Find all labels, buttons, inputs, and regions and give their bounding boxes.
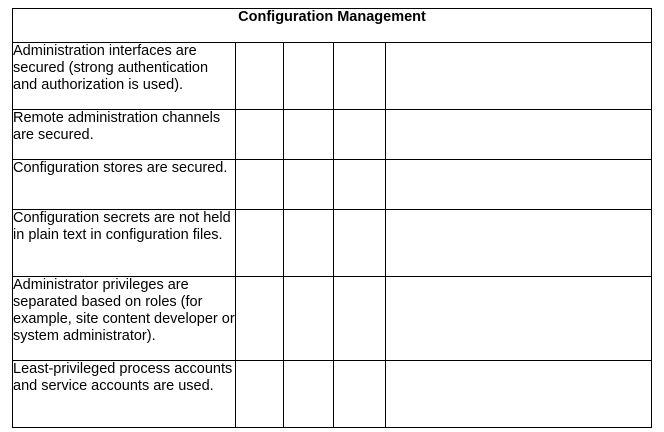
checklist-item-text: Least-privileged process accounts and service accounts are used. bbox=[13, 361, 236, 428]
comments-cell bbox=[386, 277, 652, 361]
check-cell-2 bbox=[284, 210, 334, 277]
table-row bbox=[13, 361, 652, 428]
comments-cell bbox=[386, 160, 652, 210]
check-cell-1 bbox=[236, 210, 284, 277]
comments-cell bbox=[386, 361, 652, 428]
checklist-item-text: Administration interfaces are secured (strong authentication and authorization is used). bbox=[13, 43, 236, 110]
check-cell-1 bbox=[236, 110, 284, 160]
checklist-item-text: Administrator privileges are separated based on roles (for example, site content developer or system administrator). bbox=[13, 277, 236, 361]
check-cell-2 bbox=[284, 160, 334, 210]
checklist-item-text: Remote administration channels are secured. bbox=[13, 110, 236, 160]
comments-cell bbox=[386, 110, 652, 160]
check-cell-1 bbox=[236, 361, 284, 428]
check-cell-3 bbox=[334, 43, 386, 110]
comments-cell bbox=[386, 43, 652, 110]
configuration-checklist-table bbox=[12, 8, 652, 428]
table-row bbox=[13, 160, 652, 210]
table-row bbox=[13, 277, 652, 361]
check-cell-3 bbox=[334, 210, 386, 277]
check-cell-2 bbox=[284, 361, 334, 428]
checklist-item-text: Configuration stores are secured. bbox=[13, 160, 236, 210]
check-cell-3 bbox=[334, 160, 386, 210]
check-cell-1 bbox=[236, 43, 284, 110]
table-header-row bbox=[13, 9, 652, 43]
check-cell-3 bbox=[334, 277, 386, 361]
check-cell-3 bbox=[334, 110, 386, 160]
check-cell-1 bbox=[236, 160, 284, 210]
check-cell-2 bbox=[284, 43, 334, 110]
table-row bbox=[13, 210, 652, 277]
section-title: Configuration Management bbox=[13, 9, 652, 43]
checklist-item-text: Configuration secrets are not held in plain text in configuration files. bbox=[13, 210, 236, 277]
check-cell-3 bbox=[334, 361, 386, 428]
check-cell-2 bbox=[284, 110, 334, 160]
table-row bbox=[13, 110, 652, 160]
comments-cell bbox=[386, 210, 652, 277]
check-cell-1 bbox=[236, 277, 284, 361]
check-cell-2 bbox=[284, 277, 334, 361]
table-row bbox=[13, 43, 652, 110]
